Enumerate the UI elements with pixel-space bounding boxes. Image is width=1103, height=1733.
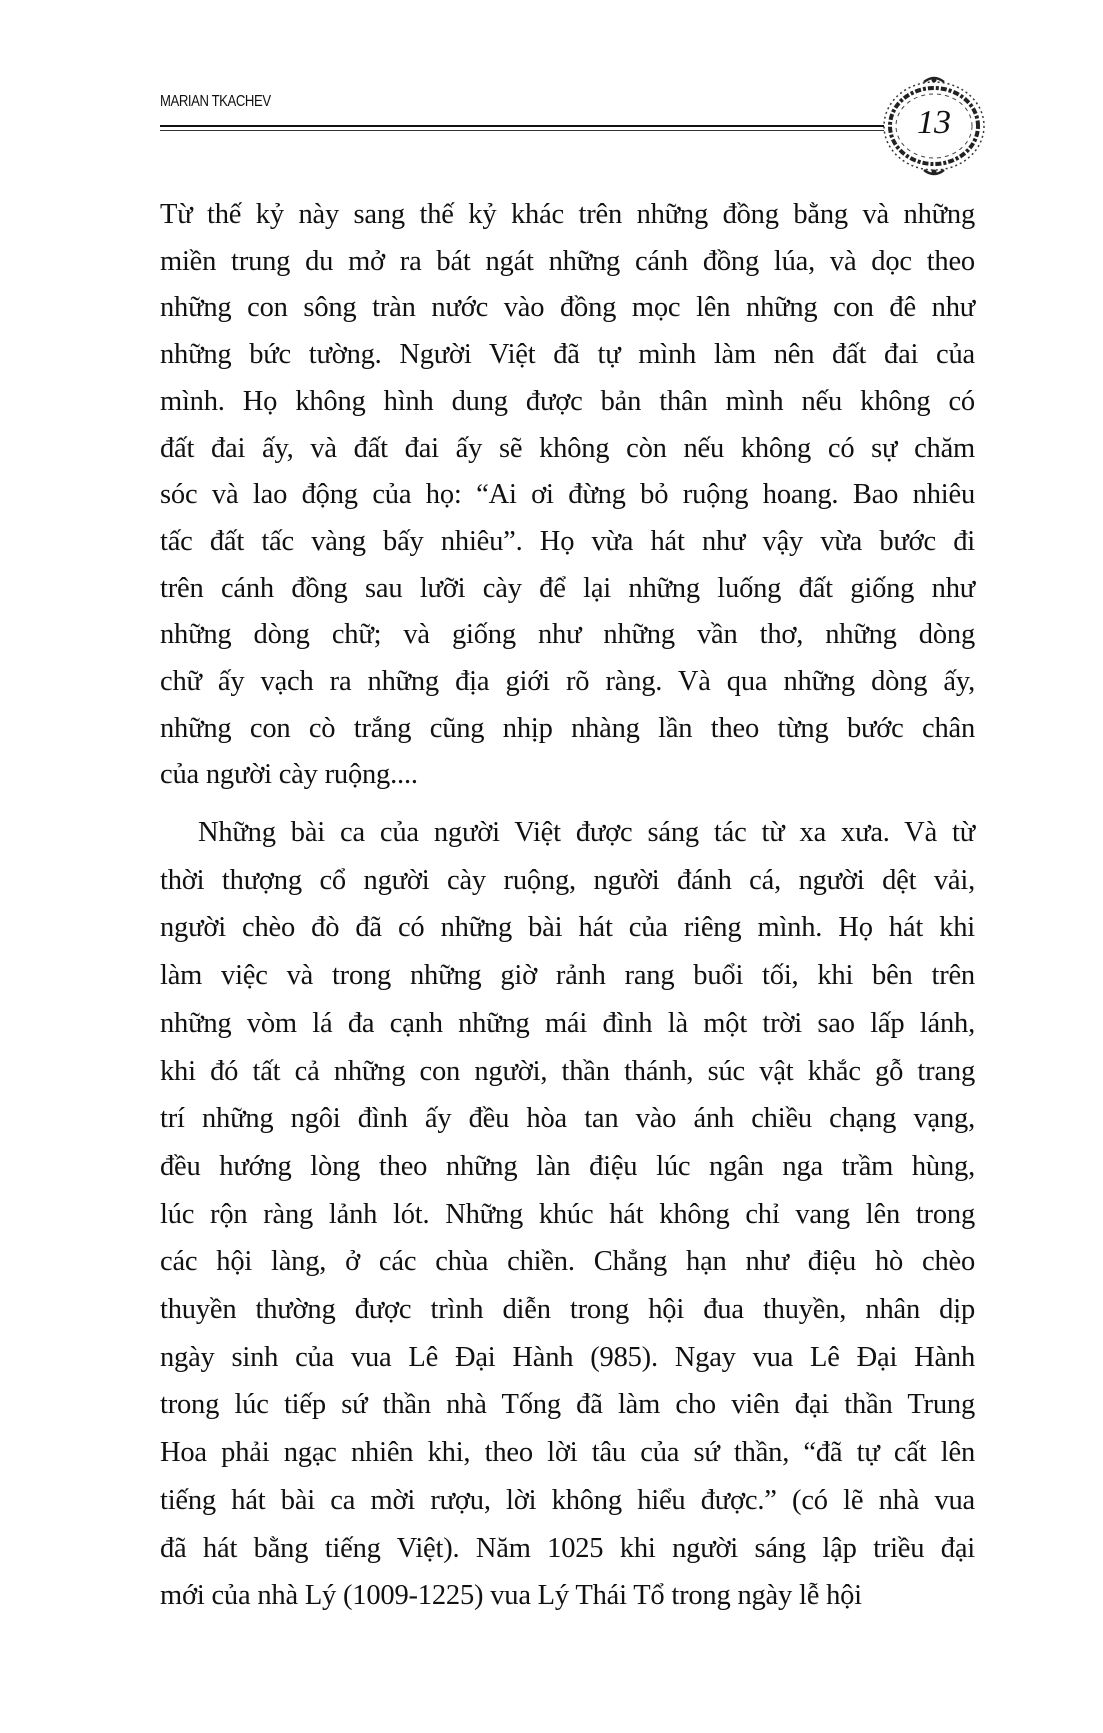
page-number: 13 bbox=[917, 104, 951, 141]
text-line: thời thượng cổ người cày ruộng, người đánh cá, người dệt vải, bbox=[160, 864, 975, 896]
text-line: tấc đất tấc vàng bấy nhiêu”. Họ vừa hát như vậy vừa bước đi bbox=[160, 525, 975, 557]
text-line: chữ ấy vạch ra những địa giới rõ ràng. Và qua những dòng ấy, bbox=[160, 666, 975, 697]
text-line: Những bài ca của người Việt được sáng tác từ xa xưa. Và từ bbox=[198, 817, 975, 848]
text-line: những dòng chữ; và giống như những vần thơ, những dòng bbox=[160, 619, 975, 651]
text-line: Từ thế kỷ này sang thế kỷ khác trên những đồng bằng và những bbox=[160, 199, 975, 230]
text-line: đã hát bằng tiếng Việt). Năm 1025 khi người sáng lập triều đại bbox=[160, 1532, 975, 1564]
text-line: sóc và lao động của họ: “Ai ơi đừng bỏ ruộng hoang. Bao nhiêu bbox=[160, 479, 975, 511]
text-line: tiếng hát bài ca mời rượu, lời không hiểu được.” (có lẽ nhà vua bbox=[160, 1484, 975, 1516]
text-line: các hội làng, ở các chùa chiền. Chẳng hạn như điệu hò chèo bbox=[160, 1246, 975, 1278]
text-line: mới của nhà Lý (1009-1225) vua Lý Thái Tổ trong ngày lễ hội bbox=[160, 1580, 862, 1612]
text-line: làm việc và trong những giờ rảnh rang buổi tối, khi bên trên bbox=[160, 960, 975, 992]
text-line: của người cày ruộng.... bbox=[160, 759, 418, 791]
text-line: những con sông tràn nước vào đồng mọc lên những con đê như bbox=[160, 292, 975, 324]
running-head-author: MARIAN TKACHEV bbox=[160, 93, 271, 110]
text-line: những bức tường. Người Việt đã tự mình làm nên đất đai của bbox=[160, 339, 975, 371]
text-line: đều hướng lòng theo những làn điệu lúc ngân nga trầm hùng, bbox=[160, 1150, 975, 1182]
text-line: khi đó tất cả những con người, thần thánh, súc vật khắc gỗ trang bbox=[160, 1055, 975, 1087]
text-line: lúc rộn ràng lảnh lót. Những khúc hát không chỉ vang lên trong bbox=[160, 1198, 975, 1230]
text-line: miền trung du mở ra bát ngát những cánh đồng lúa, và dọc theo bbox=[160, 245, 975, 277]
text-line: những con cò trắng cũng nhịp nhàng lần theo từng bước chân bbox=[160, 712, 975, 744]
text-line: trí những ngôi đình ấy đều hòa tan vào ánh chiều chạng vạng, bbox=[160, 1103, 975, 1135]
text-line: người chèo đò đã có những bài hát của riêng mình. Họ hát khi bbox=[160, 912, 975, 944]
text-line: trong lúc tiếp sứ thần nhà Tống đã làm cho viên đại thần Trung bbox=[160, 1389, 975, 1421]
text-line: trên cánh đồng sau lưỡi cày để lại những luống đất giống như bbox=[160, 572, 975, 604]
text-line: ngày sinh của vua Lê Đại Hành (985). Ngay vua Lê Đại Hành bbox=[160, 1341, 975, 1373]
text-line: thuyền thường được trình diễn trong hội đua thuyền, nhân dịp bbox=[160, 1294, 975, 1325]
text-line: mình. Họ không hình dung được bản thân mình nếu không có bbox=[160, 385, 975, 417]
header-rule-thin bbox=[160, 130, 884, 131]
text-line: những vòm lá đa cạnh những mái đình là một trời sao lấp lánh, bbox=[160, 1007, 975, 1039]
text-line: đất đai ấy, và đất đai ấy sẽ không còn nếu không có sự chăm bbox=[160, 432, 975, 464]
text-line: Hoa phải ngạc nhiên khi, theo lời tâu của sứ thần, “đã tự cất lên bbox=[160, 1437, 975, 1469]
header-rule bbox=[160, 125, 884, 127]
